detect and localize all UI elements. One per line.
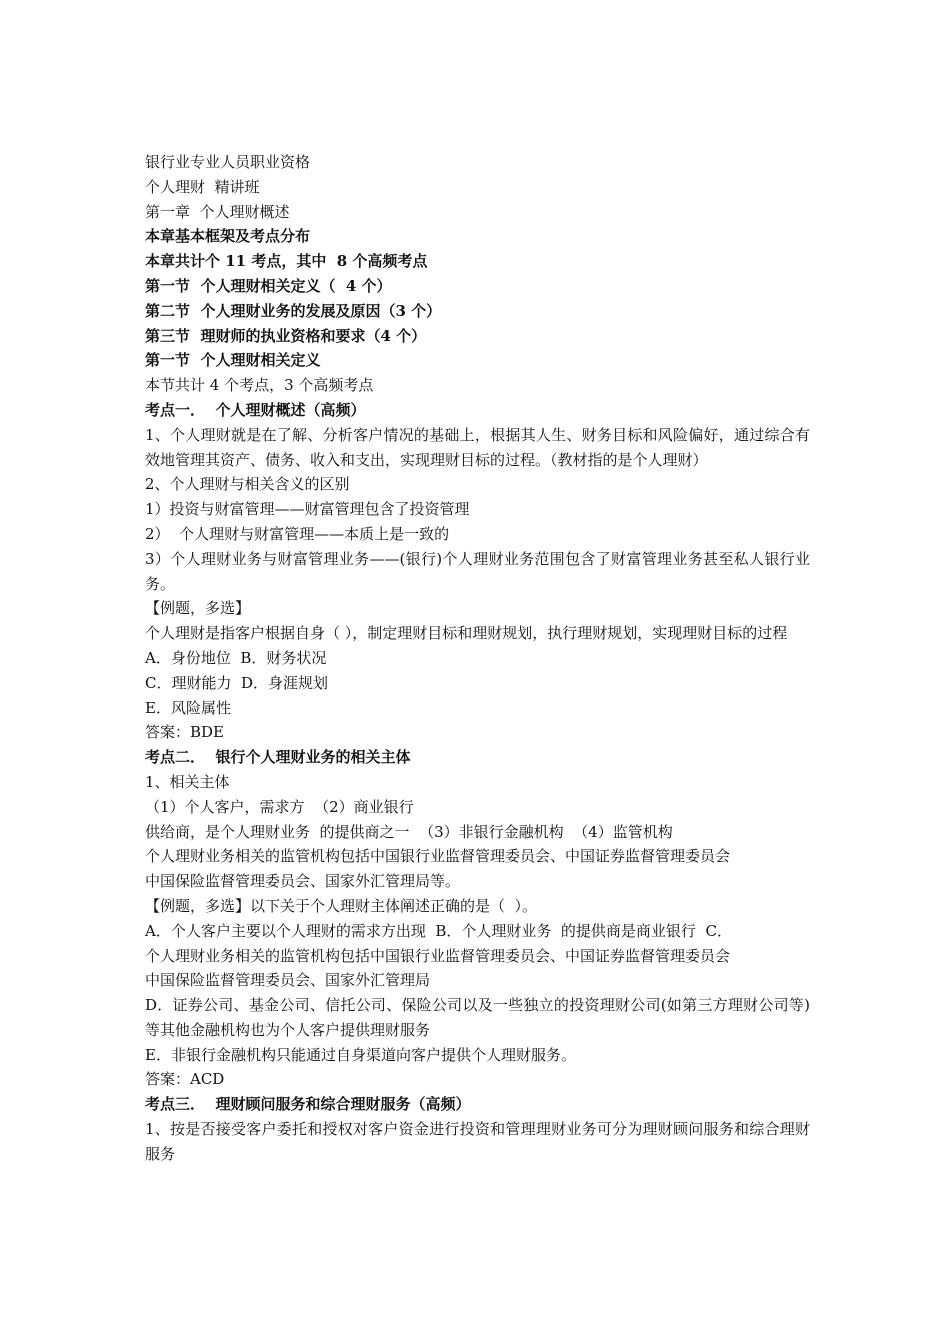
answer-options: E．非银行金融机构只能通过自身渠道向客户提供个人理财服务。 — [145, 1045, 576, 1064]
text-line: 第一节 个人理财相关定义（ 4 个） — [145, 276, 392, 295]
example-label: 【例题，多选】以下关于个人理财主体阐述正确的是（ ）。 — [145, 896, 538, 915]
chapter-title: 第一章 个人理财概述 — [145, 202, 290, 221]
key-point-heading: 考点三． 理财顾问服务和综合理财服务（高频） — [145, 1095, 471, 1114]
text-line: 本节共计 4 个考点，3 个高频考点 — [145, 376, 374, 395]
answer-options: A．身份地位 B．财务状况 — [145, 648, 327, 667]
answer-options: E．风险属性 — [145, 698, 231, 717]
key-point-heading: 考点一． 个人理财概述（高频） — [145, 400, 366, 419]
answer-options: D．证券公司、基金公司、信托公司、保险公司以及一些独立的投资理财公司(如第三方理财公司等)等其他金融机构也为个人客户提供理财服务 — [145, 996, 810, 1039]
answer-line: 答案：BDE — [145, 723, 224, 742]
text-line: 1）投资与财富管理——财富管理包含了投资管理 — [145, 500, 470, 519]
course-name: 个人理财 精讲班 — [145, 177, 260, 196]
paragraph: 1、个人理财就是在了解、分析客户情况的基础上，根据其人生、财务目标和风险偏好，通过综合有效地管理其资产、债务、收入和支出，实现理财目标的过程。（教材指的是个人理财） — [145, 425, 810, 469]
text-line: 2） 个人理财与财富管理——本质上是一致的 — [145, 524, 450, 543]
section-heading: 本章基本框架及考点分布 — [145, 227, 311, 246]
text-line: 本章共计个 11 考点，其中 8 个高频考点 — [145, 252, 428, 271]
text-line: 个人理财业务相关的监管机构包括中国银行业监督管理委员会、中国证券监督管理委员会 — [145, 847, 731, 866]
text-line: 供给商，是个人理财业务 的提供商之一 （3）非银行金融机构 （4）监管机构 — [145, 822, 673, 841]
answer-options: C．理财能力 D．身涯规划 — [145, 673, 329, 692]
text-line: 第三节 理财师的执业资格和要求（4 个） — [145, 326, 427, 345]
section-heading: 第一节 个人理财相关定义 — [145, 351, 321, 370]
text-line: （1）个人客户，需求方 （2）商业银行 — [145, 797, 414, 816]
key-point-heading: 考点二． 银行个人理财业务的相关主体 — [145, 748, 411, 767]
paragraph: 1、按是否接受客户委托和授权对客户资金进行投资和管理理财业务可分为理财顾问服务和综合理财服务 — [145, 1120, 810, 1163]
answer-options: A．个人客户主要以个人理财的需求方出现 B．个人理财业务 的提供商是商业银行 C． — [145, 921, 732, 940]
answer-options: 中国保险监督管理委员会、国家外汇管理局 — [145, 971, 431, 990]
question-stem: 个人理财是指客户根据自身（ ），制定理财目标和理财规划，执行理财规划，实现理财目标的过程 — [145, 624, 788, 643]
text-line: 2、个人理财与相关含义的区别 — [145, 475, 350, 494]
text-line: 第二节 个人理财业务的发展及原因（3 个） — [145, 301, 442, 320]
doc-title: 银行业专业人员职业资格 — [145, 153, 311, 171]
document-page — [145, 150, 810, 1167]
answer-line: 答案：ACD — [145, 1070, 225, 1089]
text-line: 中国保险监督管理委员会、国家外汇管理局等。 — [145, 872, 461, 891]
paragraph: 3）个人理财业务与财富管理业务——(银行)个人理财业务范围包含了财富管理业务甚至私人银行业务。 — [145, 549, 810, 593]
text-line: 1、相关主体 — [145, 772, 230, 791]
answer-options: 个人理财业务相关的监管机构包括中国银行业监督管理委员会、中国证券监督管理委员会 — [145, 946, 731, 965]
example-label: 【例题，多选】 — [145, 599, 251, 618]
